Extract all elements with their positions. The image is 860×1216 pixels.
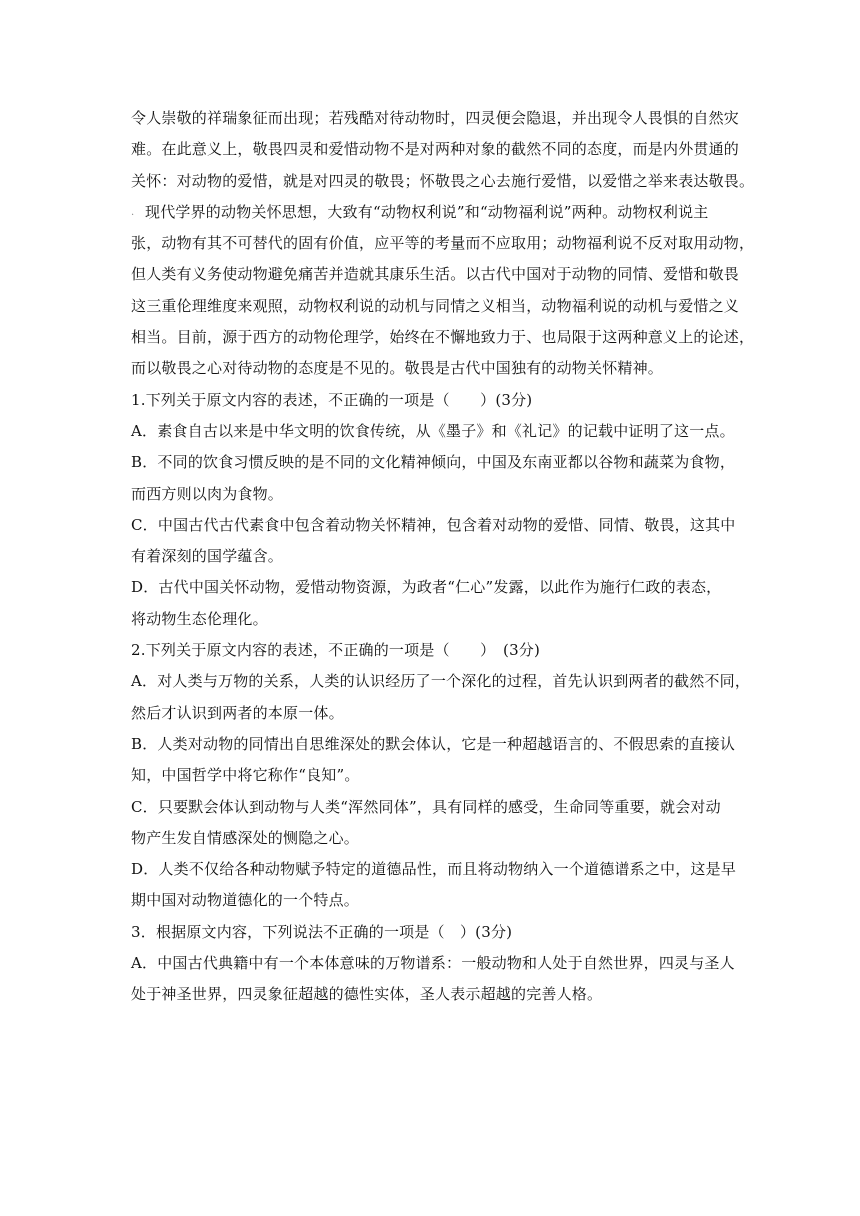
passage-line: 难。在此意义上，敬畏四灵和爱惜动物不是对两种对象的截然不同的态度，而是内外贯通的 bbox=[131, 140, 740, 159]
passage-line: 张，动物有其不可替代的固有价值，应平等的考量而不应取用；动物福利说不反对取用动物， bbox=[131, 234, 755, 253]
question-2-option-c: C．只要默会体认到动物与人类“浑然同体”，具有同样的感受，生命同等重要，就会对动 bbox=[131, 797, 721, 816]
question-2-option-c-cont: 物产生发自情感深处的恻隐之心。 bbox=[131, 828, 360, 847]
passage-line-text: 现代学界的动物关怀思想，大致有“动物权利说”和“动物福利说”两种。动物权利说主 bbox=[145, 202, 709, 221]
question-2-option-a-cont: 然后才认识到两者的本原一体。 bbox=[131, 703, 344, 722]
question-2-option-b-cont: 知，中国哲学中将它称作“良知”。 bbox=[131, 766, 360, 785]
passage-line: 令人崇敬的祥瑞象征而出现；若残酷对待动物时，四灵便会隐退，并出现令人畏惧的自然灾 bbox=[131, 109, 740, 127]
question-2-stem: 2.下列关于原文内容的表述，不正确的一项是（ ） (3分) bbox=[131, 641, 541, 660]
question-1-option-c-cont: 有着深刻的国学蕴含。 bbox=[131, 547, 284, 566]
question-2-option-d-cont: 期中国对动物道德化的一个特点。 bbox=[131, 891, 360, 910]
question-1-stem: 1.下列关于原文内容的表述，不正确的一项是（ ）(3分) bbox=[131, 390, 533, 409]
question-2-option-a: A．对人类与万物的关系，人类的认识经历了一个深化的过程，首先认识到两者的截然不同， bbox=[131, 672, 751, 691]
question-2-option-b: B．人类对动物的同情出自思维深处的默会体认，它是一种超越语言的、不假思索的直接认 bbox=[131, 734, 736, 753]
question-1-option-d-cont: 将动物生态伦理化。 bbox=[131, 609, 268, 628]
question-3-option-a-cont: 处于神圣世界，四灵象征超越的德性实体，圣人表示超越的完善人格。 bbox=[131, 985, 603, 1004]
question-1-option-b: B．不同的饮食习惯反映的是不同的文化精神倾向，中国及东南亚都以谷物和蔬菜为食物， bbox=[131, 453, 736, 472]
paragraph-mark: . bbox=[131, 207, 135, 219]
question-1-option-b-cont: 而西方则以肉为食物。 bbox=[131, 484, 284, 503]
document-body bbox=[131, 103, 755, 1011]
question-1-option-a: A．素食自古以来是中华文明的饮食传统，从《墨子》和《礼记》的记载中证明了这一点。 bbox=[131, 421, 735, 440]
question-2-option-d: D．人类不仅给各种动物赋予特定的道德品性，而且将动物纳入一个道德谱系之中，这是早 bbox=[131, 860, 737, 879]
passage-line: 关怀：对动物的爱惜，就是对四灵的敬畏；怀敬畏之心去施行爱惜，以爱惜之举来表达敬畏。 bbox=[131, 171, 755, 190]
question-1-option-c: C．中国古代古代素食中包含着动物关怀精神，包含着对动物的爱惜、同情、敬畏，这其中 bbox=[131, 515, 736, 534]
passage-line: 相当。目前，源于西方的动物伦理学，始终在不懈地致力于、也局限于这两种意义上的论述， bbox=[131, 328, 755, 347]
question-1-option-d: D．古代中国关怀动物，爱惜动物资源，为政者“仁心”发露，以此作为施行仁政的表态， bbox=[131, 578, 722, 597]
question-3-stem: 3．根据原文内容，下列说法不正确的一项是（ ）(3分) bbox=[131, 922, 513, 941]
question-3-option-a: A．中国古代典籍中有一个本体意味的万物谱系：一般动物和人处于自然世界，四灵与圣人 bbox=[131, 954, 735, 973]
passage-line: 这三重伦理维度来观照，动物权利说的动机与同情之义相当，动物福利说的动机与爱惜之义 bbox=[131, 296, 740, 315]
passage-line bbox=[131, 197, 731, 228]
passage-line: 但人类有义务使动物避免痛苦并造就其康乐生活。以古代中国对于动物的同情、爱惜和敬畏 bbox=[131, 265, 740, 284]
passage-line: 而以敬畏之心对待动物的态度是不见的。敬畏是古代中国独有的动物关怀精神。 bbox=[131, 359, 664, 378]
